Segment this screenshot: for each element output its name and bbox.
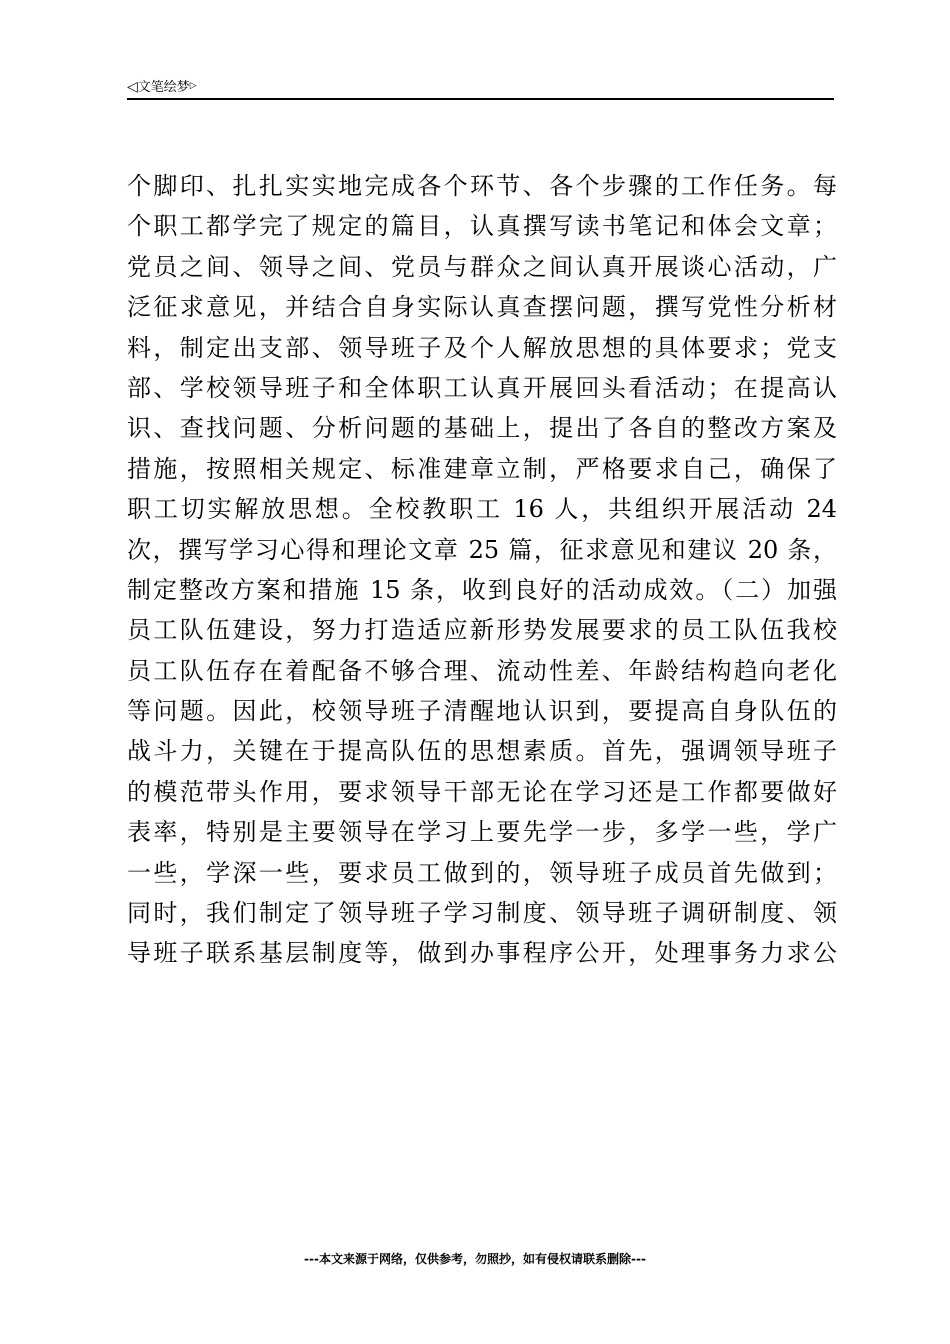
text-line: 表率，特别是主要领导在学习上要先学一步，多学一些，学广 xyxy=(127,818,837,847)
text-line: 部、学校领导班子和全体职工认真开展回头看活动；在提高认 xyxy=(127,373,837,402)
text-line: 员工队伍建设，努力打造适应新形势发展要求的员工队伍我校 xyxy=(127,616,837,645)
text-line: 个脚印、扎扎实实地完成各个环节、各个步骤的工作任务。每 xyxy=(127,172,837,200)
text-line: 措施，按照相关规定、标准建章立制，严格要求自己，确保了 xyxy=(127,454,837,483)
text-line: 党员之间、领导之间、党员与群众之间认真开展谈心活动，广 xyxy=(127,252,837,281)
text-line: 个职工都学完了规定的篇目，认真撰写读书笔记和体会文章； xyxy=(127,212,837,241)
right-triangle-icon: ▷ xyxy=(189,81,197,91)
header-title: 文笔绘梦 xyxy=(137,80,190,95)
text-line: 战斗力，关键在于提高队伍的思想素质。首先，强调领导班子 xyxy=(127,737,837,766)
header-title-group xyxy=(127,76,197,95)
text-line: 泛征求意见，并结合自身实际认真查摆问题，撰写党性分析材 xyxy=(127,293,837,322)
page-footer-disclaimer: ---本文来源于网络，仅供参考，勿照抄，如有侵权请联系删除--- xyxy=(304,1252,646,1266)
text-line: 料，制定出支部、领导班子及个人解放思想的具体要求；党支 xyxy=(127,333,837,362)
text-line: 职工切实解放思想。全校教职工 16 人，共组织开展活动 24 xyxy=(127,495,837,524)
text-line: 同时，我们制定了领导班子学习制度、领导班子调研制度、领 xyxy=(127,899,837,928)
text-line: 识、查找问题、分析问题的基础上，提出了各自的整改方案及 xyxy=(127,414,837,443)
text-line: 员工队伍存在着配备不够合理、流动性差、年龄结构趋向老化 xyxy=(127,656,837,685)
text-line: 导班子联系基层制度等，做到办事程序公开，处理事务力求公 xyxy=(127,939,837,968)
text-line: 次，撰写学习心得和理论文章 25 篇，征求意见和建议 20 条， xyxy=(127,535,837,564)
text-line: 制定整改方案和措施 15 条，收到良好的活动成效。（二）加强 xyxy=(127,575,837,604)
text-line: 一些，学深一些，要求员工做到的，领导班子成员首先做到； xyxy=(127,858,837,887)
left-triangle-icon: ◁ xyxy=(127,79,138,95)
text-line: 等问题。因此，校领导班子清醒地认识到，要提高自身队伍的 xyxy=(127,697,837,726)
body-paragraph xyxy=(127,166,837,974)
text-line: 的模范带头作用，要求领导干部无论在学习还是工作都要做好 xyxy=(127,777,837,806)
page-header xyxy=(127,72,834,100)
